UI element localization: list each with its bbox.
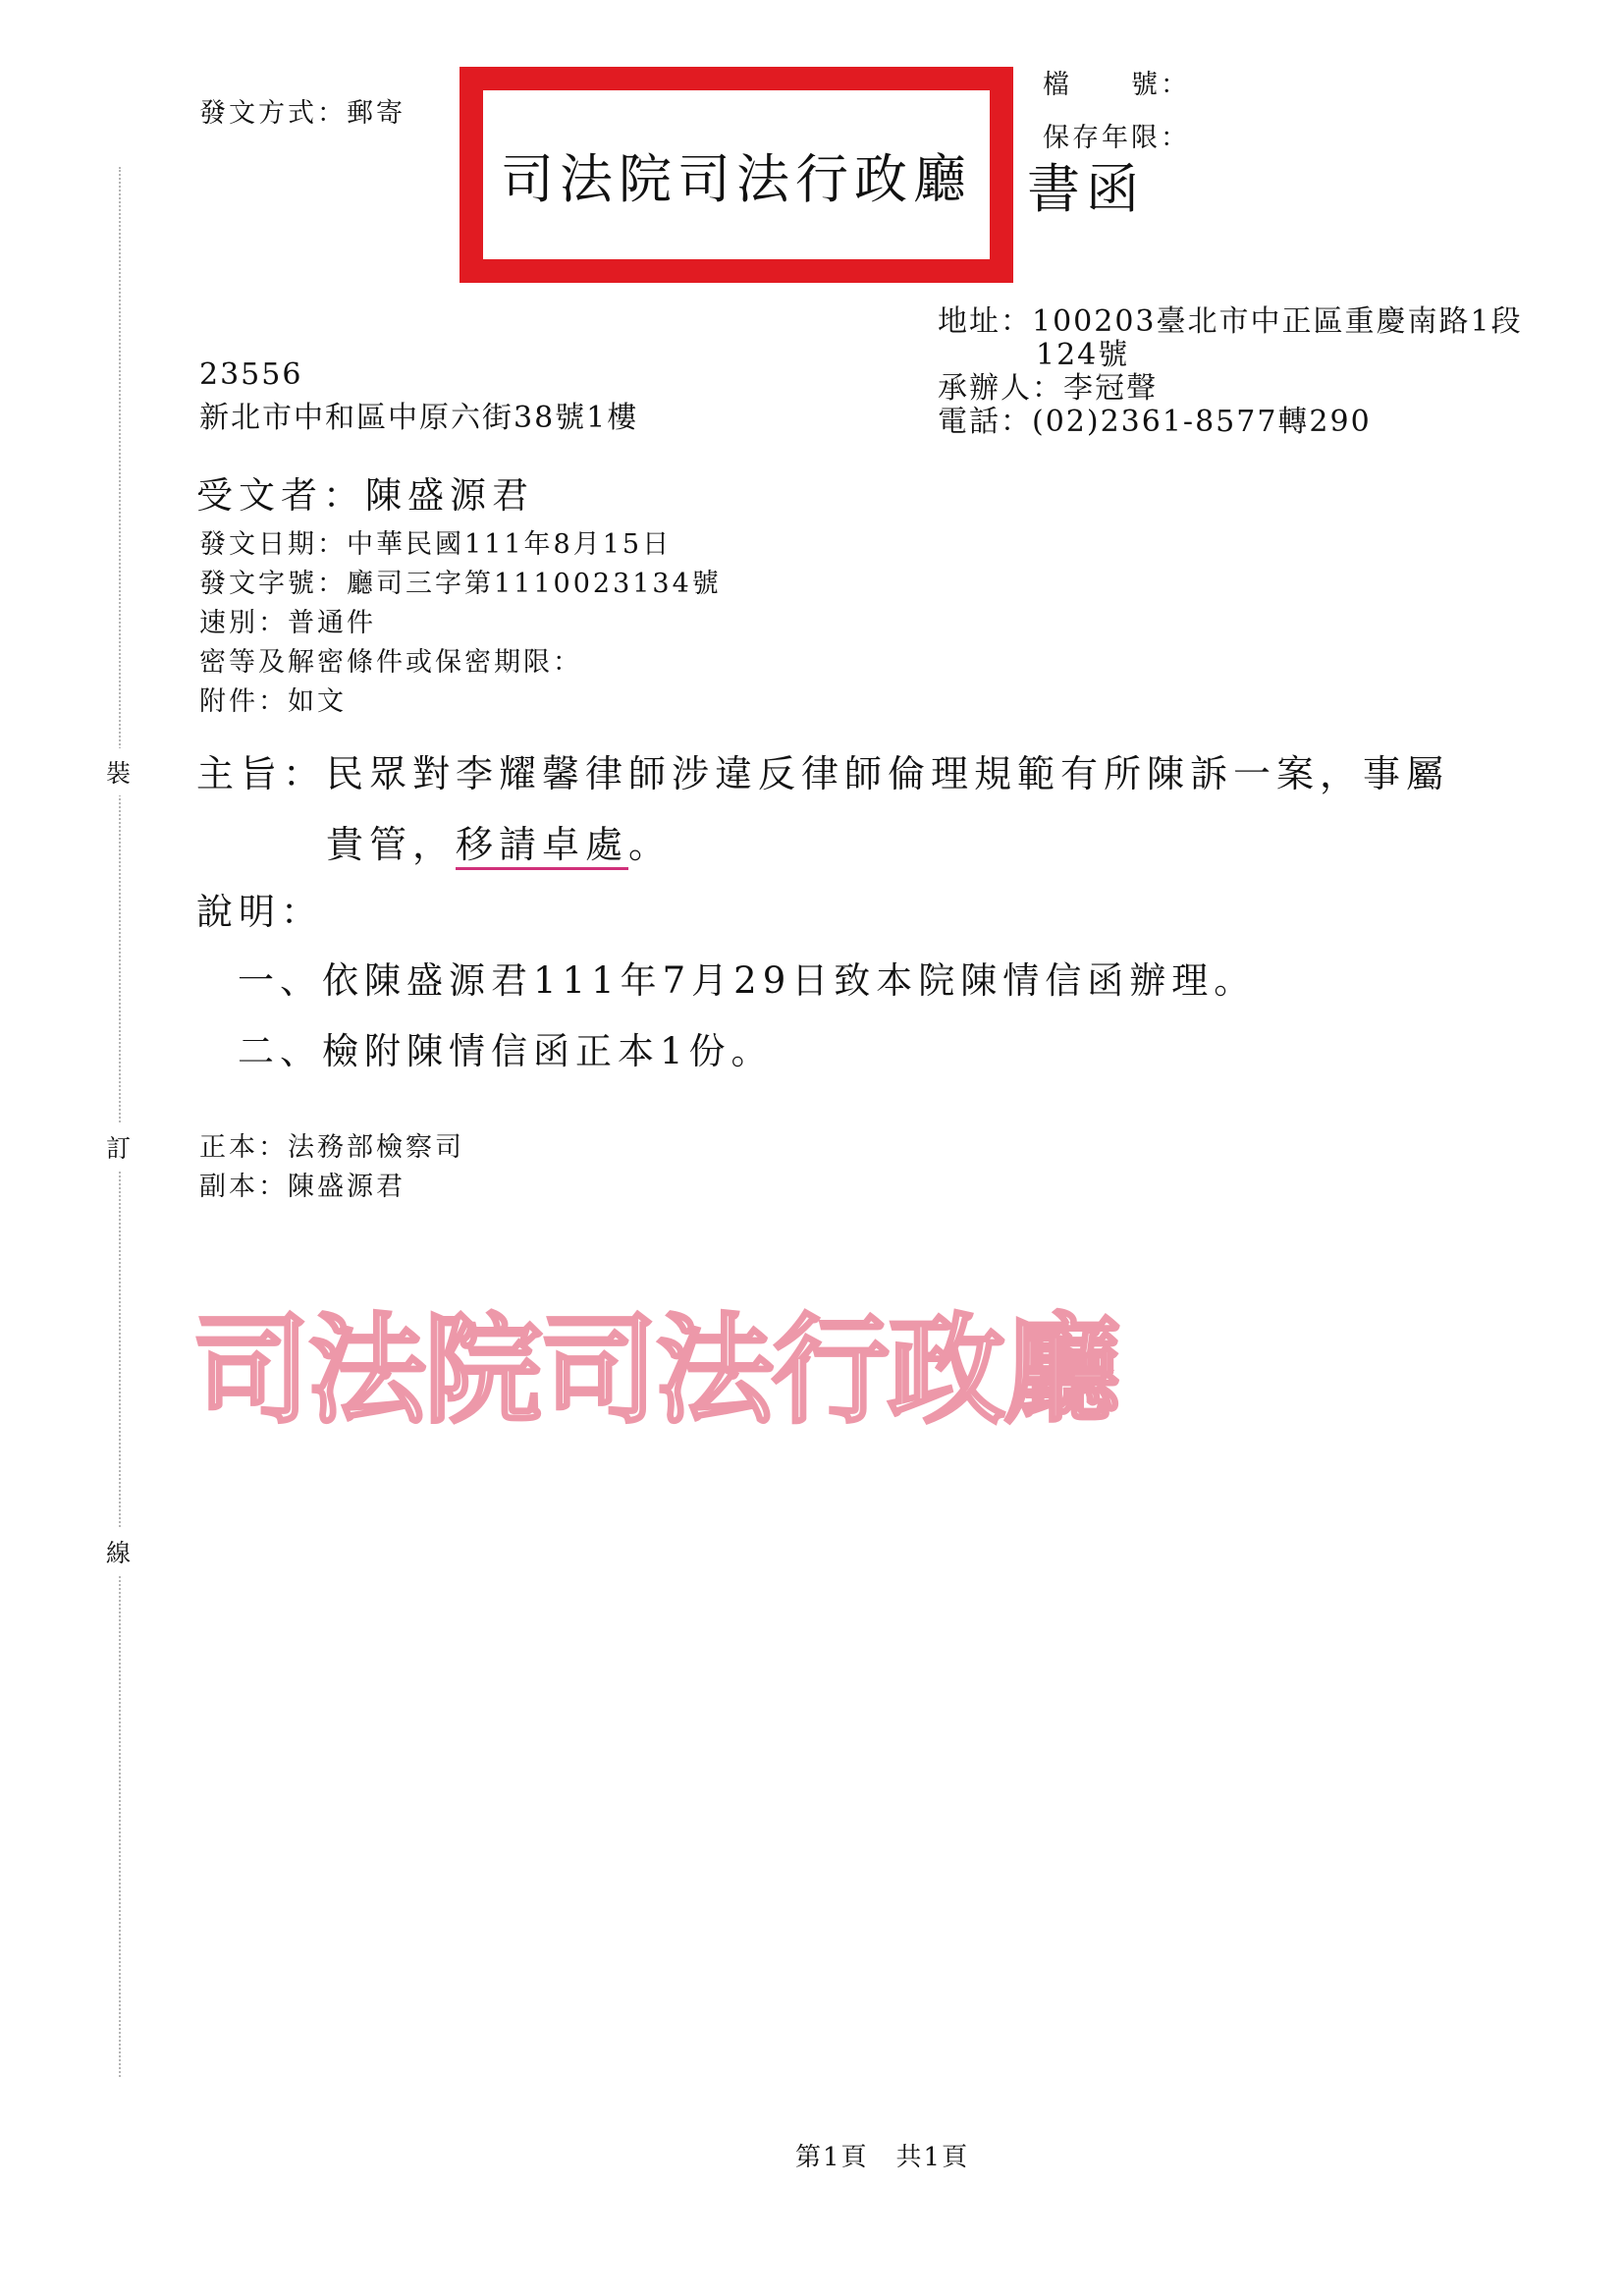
subject-line1: 民眾對李耀馨律師涉違反律師倫理規範有所陳訴一案，事屬 [326, 752, 1450, 795]
subject-block [196, 738, 1502, 866]
file-number-label: 檔 號： [1043, 70, 1190, 100]
page-number: 第1頁 共1頁 [795, 2143, 970, 2172]
handler: 承辦人：李冠聲 [938, 371, 1158, 406]
explanation-item-2: 二、檢附陳情信函正本1份。 [238, 1030, 774, 1072]
binding-dotted-line [119, 167, 121, 2077]
subject-underlined-phrase: 移請卓處 [456, 823, 629, 866]
dispatch-method: 發文方式：郵寄 [199, 98, 406, 129]
binding-mark-xian: 線 [106, 1528, 131, 1575]
document-type: 書函 [1027, 158, 1145, 220]
phone: 電話：(02)2361-8577轉290 [938, 405, 1372, 439]
recipient-street-address: 新北市中和區中原六街38號1樓 [199, 401, 639, 435]
issue-date: 發文日期：中華民國111年8月15日 [199, 529, 673, 560]
recipient: 受文者：陳盛源君 [196, 474, 534, 517]
explanation-label: 說明： [196, 891, 323, 933]
binding-mark-zhuang: 裝 [106, 748, 131, 795]
subject-label: 主旨： [196, 752, 327, 795]
retention-period-label: 保存年限： [1043, 123, 1190, 153]
binding-mark-ding: 訂 [106, 1123, 131, 1171]
subject-line2 [326, 809, 672, 880]
confidentiality: 密等及解密條件或保密期限： [199, 647, 582, 678]
copy-recipient: 副本：陳盛源君 [199, 1172, 406, 1202]
explanation-item-1: 一、依陳盛源君111年7月29日致本院陳情信函辦理。 [238, 959, 1257, 1002]
agency-highlight-box [460, 67, 1013, 283]
subject-line2-post: 。 [628, 823, 673, 866]
delivery-speed: 速別：普通件 [199, 608, 376, 638]
sender-address-line1: 地址：100203臺北市中正區重慶南路1段 [938, 304, 1523, 339]
document-number: 發文字號：廳司三字第1110023134號 [199, 569, 722, 599]
agency-name: 司法院司法行政廳 [501, 147, 972, 210]
recipient-postal-code: 23556 [199, 357, 303, 392]
subject-line2-pre: 貴管， [326, 823, 457, 866]
official-seal: 司法院司法行政廳 [192, 1303, 1119, 1440]
sender-address-line2: 124號 [1036, 338, 1130, 372]
original-recipient: 正本：法務部檢察司 [199, 1132, 464, 1163]
attachment: 附件：如文 [199, 686, 347, 717]
